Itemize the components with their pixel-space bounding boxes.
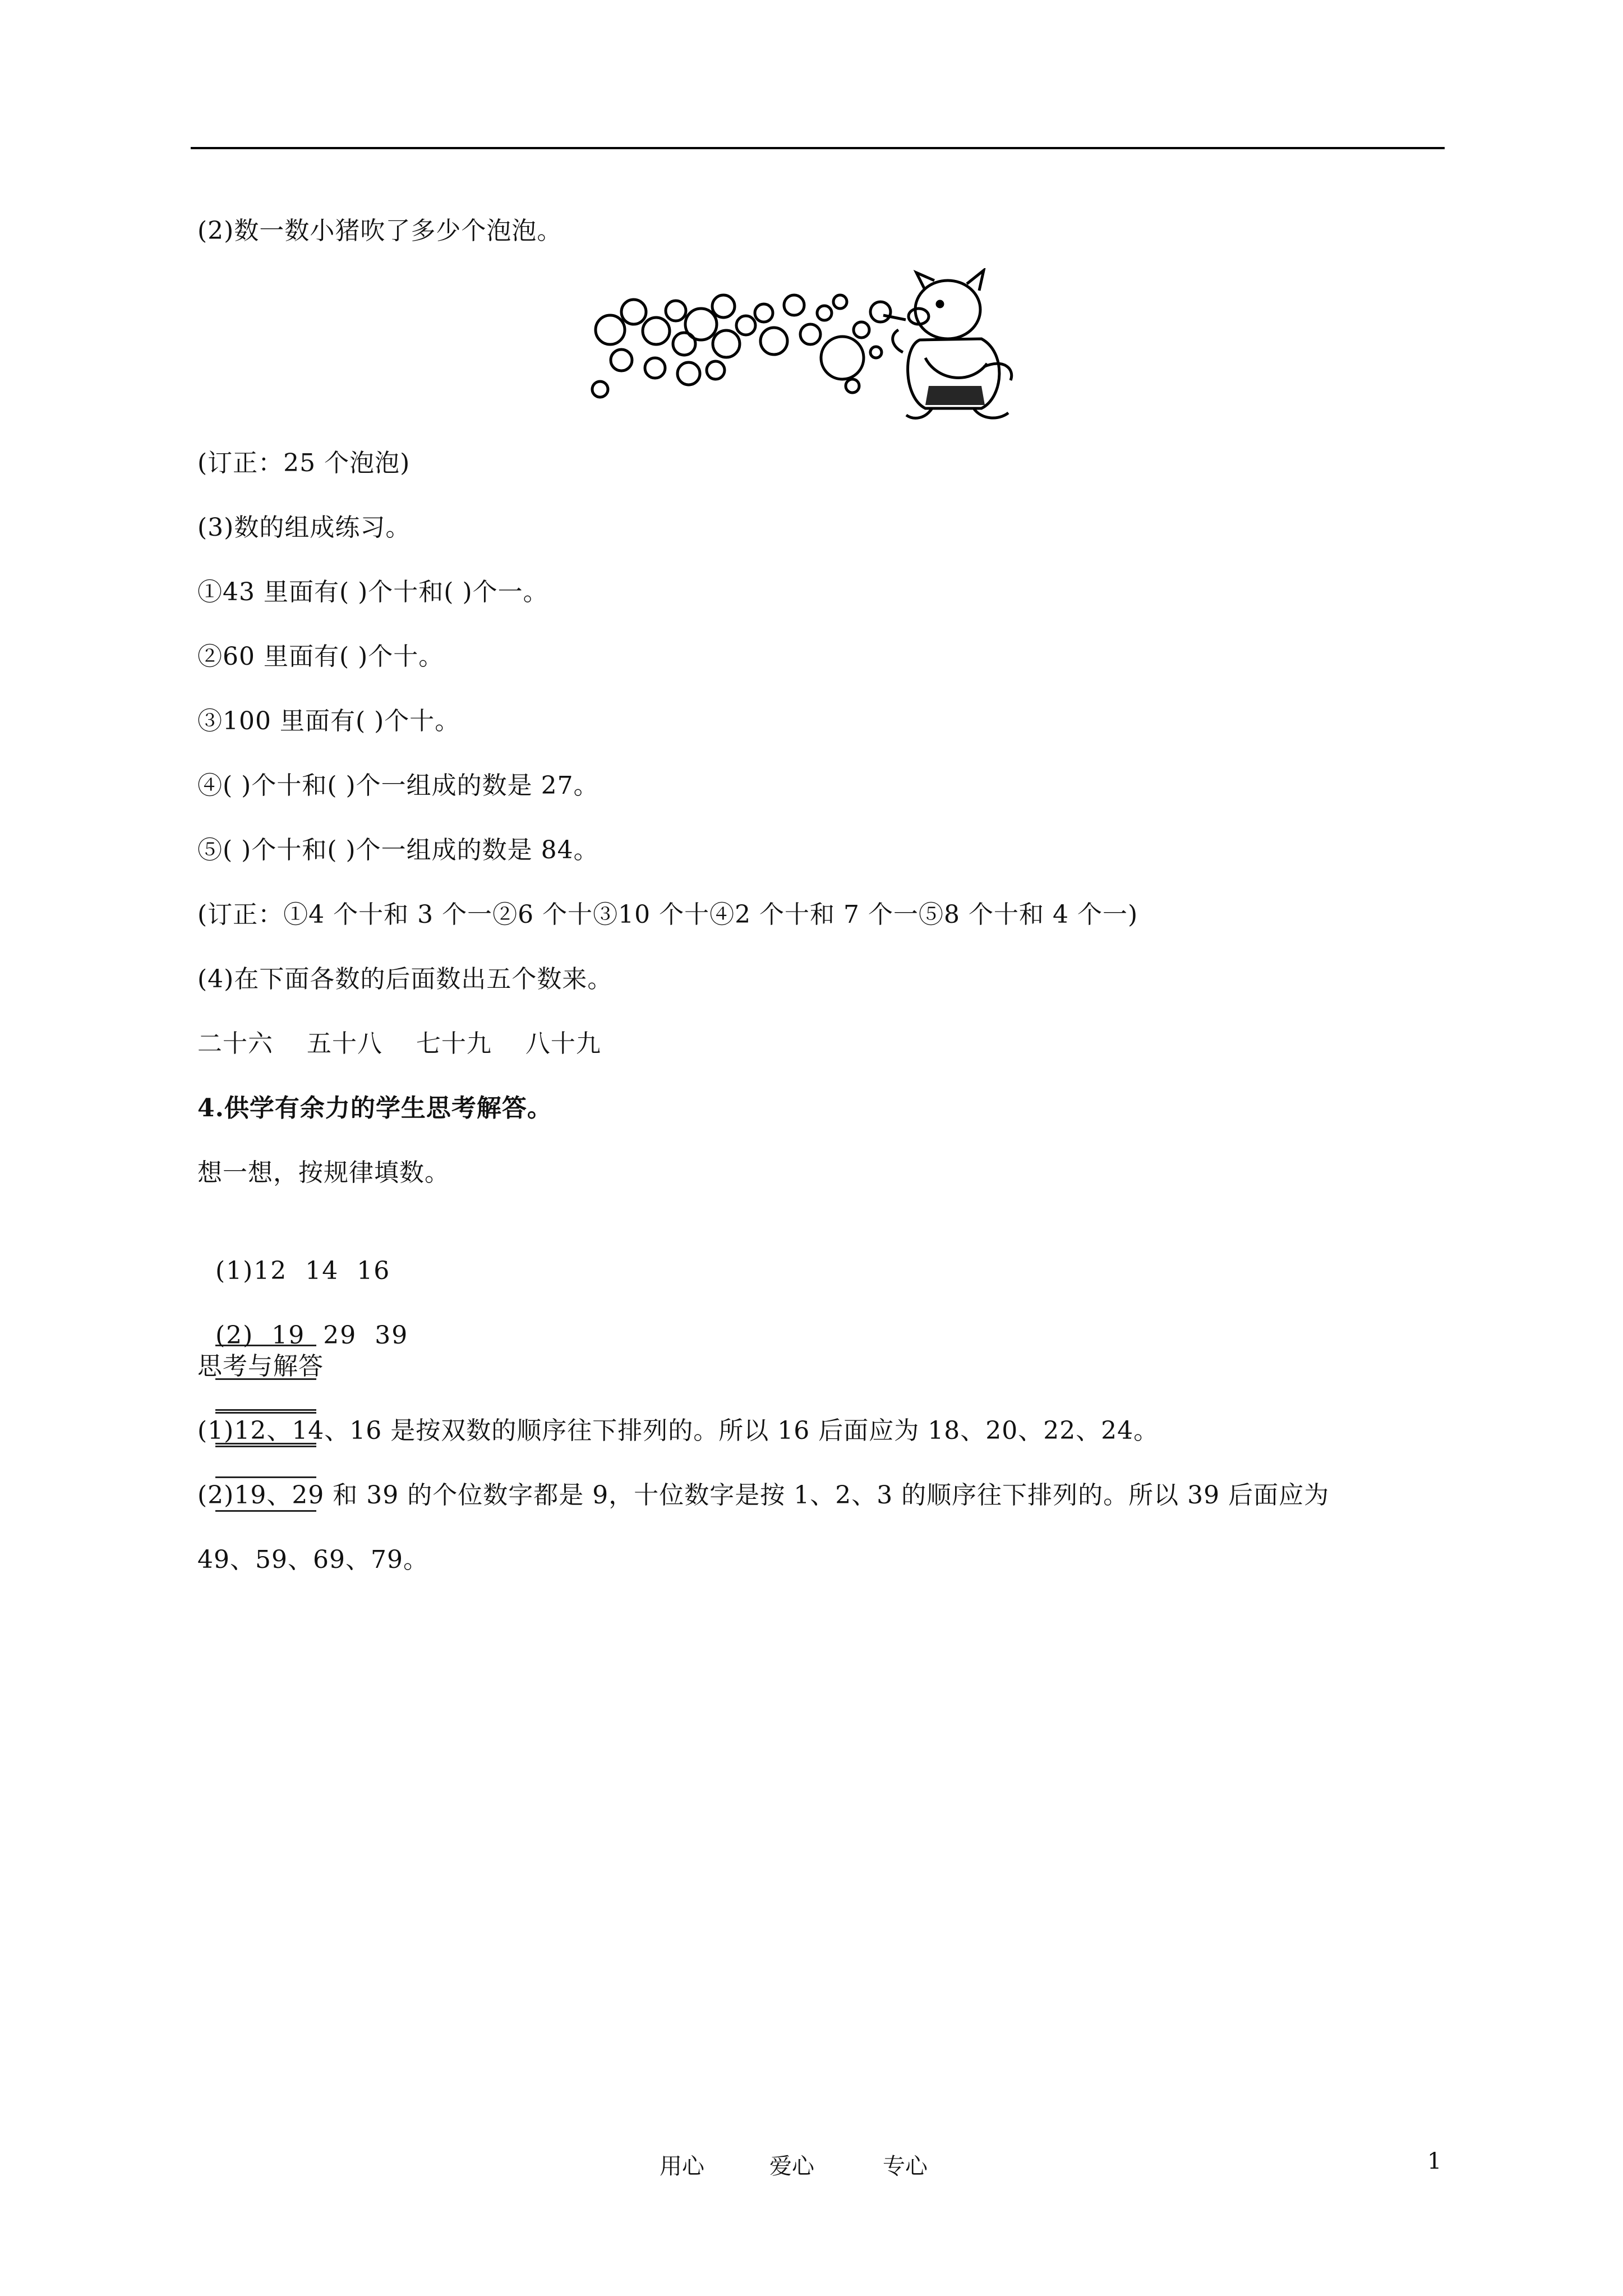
footer-motto-2: 爱心 [769, 2154, 814, 2179]
footer-motto-1: 用心 [660, 2154, 704, 2179]
question-2: (2)数一数小猪吹了多少个泡泡。 [197, 217, 562, 245]
question-3-answer: (订正：①4 个十和 3 个一②6 个十③10 个十④2 个十和 7 个一⑤8 个十和 4 个一) [197, 900, 1138, 929]
question-3-item-3: ③100 里面有( )个十。 [197, 707, 460, 735]
page-number: 1 [1427, 2148, 1442, 2174]
question-3-item-5: ⑤( )个十和( )个一组成的数是 84。 [197, 836, 599, 864]
sequence-1-text: (1)12 14 16 [215, 1257, 391, 1285]
question-2-answer: (订正：25 个泡泡) [197, 449, 411, 477]
solution-title: 思考与解答 [197, 1352, 324, 1381]
think-prompt: 想一想，按规律填数。 [197, 1158, 450, 1187]
question-4-numbers: 二十六 五十八 七十九 八十九 [197, 1029, 601, 1058]
pig-blowing-bubbles-icon [589, 268, 1043, 429]
question-3-item-4: ④( )个十和( )个一组成的数是 27。 [197, 771, 599, 800]
footer-motto-3: 专心 [883, 2154, 928, 2179]
solution-2-line-1: (2)19、29 和 39 的个位数字都是 9，十位数字是按 1、2、3 的顺序往下排列的。所以 39 后面应为 [197, 1481, 1330, 1510]
section-4-title: 4.供学有余力的学生思考解答。 [197, 1094, 552, 1122]
question-3: (3)数的组成练习。 [197, 513, 411, 542]
header-rule [191, 147, 1445, 149]
sequence-2-text: (2) 19 29 39 [215, 1321, 409, 1350]
solution-1: (1)12、14、16 是按双数的顺序往下排列的。所以 16 后面应为 18、20、22、24。 [197, 1416, 1159, 1445]
question-4: (4)在下面各数的后面数出五个数来。 [197, 965, 613, 993]
sequence-2-blank[interactable] [215, 1387, 316, 1411]
question-3-item-2: ②60 里面有( )个十。 [197, 642, 444, 671]
question-3-item-1: ①43 里面有( )个十和( )个一。 [197, 578, 548, 606]
solution-2-line-2: 49、59、69、79。 [197, 1545, 428, 1574]
sequence-2-blank[interactable] [215, 1454, 316, 1478]
